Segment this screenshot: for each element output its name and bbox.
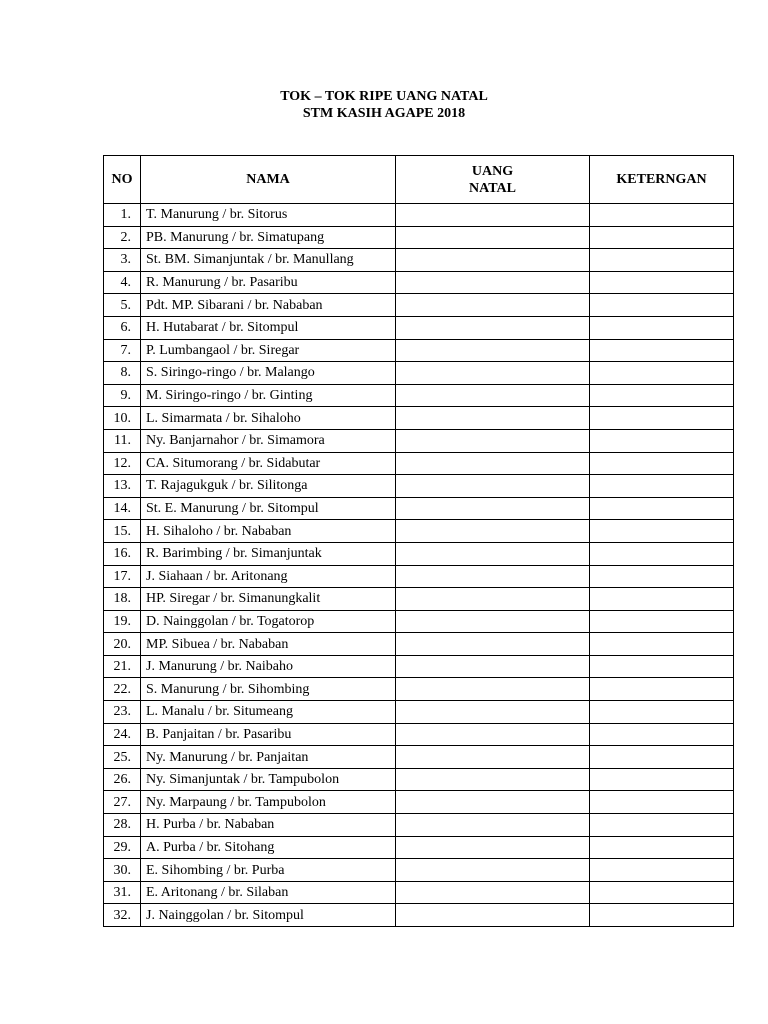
row-keterangan — [590, 723, 734, 746]
row-number: 7. — [104, 339, 141, 362]
row-name: D. Nainggolan / br. Togatorop — [141, 610, 396, 633]
row-name: HP. Siregar / br. Simanungkalit — [141, 588, 396, 611]
row-uang-natal — [396, 904, 590, 927]
row-keterangan — [590, 520, 734, 543]
row-keterangan — [590, 836, 734, 859]
row-number: 29. — [104, 836, 141, 859]
row-keterangan — [590, 565, 734, 588]
row-name: J. Nainggolan / br. Sitompul — [141, 904, 396, 927]
table-row — [104, 723, 734, 746]
row-number: 23. — [104, 701, 141, 724]
table-header-row — [104, 156, 734, 204]
row-number: 6. — [104, 316, 141, 339]
row-uang-natal — [396, 610, 590, 633]
row-uang-natal — [396, 384, 590, 407]
table-row — [104, 316, 734, 339]
row-name: S. Manurung / br. Sihombing — [141, 678, 396, 701]
row-keterangan — [590, 204, 734, 227]
row-keterangan — [590, 633, 734, 656]
row-number: 12. — [104, 452, 141, 475]
row-name: B. Panjaitan / br. Pasaribu — [141, 723, 396, 746]
table-row — [104, 610, 734, 633]
row-uang-natal — [396, 633, 590, 656]
row-name: H. Purba / br. Nababan — [141, 814, 396, 837]
table-row — [104, 746, 734, 769]
row-number: 30. — [104, 859, 141, 882]
row-number: 31. — [104, 881, 141, 904]
row-name: M. Siringo-ringo / br. Ginting — [141, 384, 396, 407]
table-row — [104, 429, 734, 452]
row-uang-natal — [396, 294, 590, 317]
row-keterangan — [590, 768, 734, 791]
row-number: 8. — [104, 362, 141, 385]
row-number: 26. — [104, 768, 141, 791]
row-uang-natal — [396, 655, 590, 678]
row-name: MP. Sibuea / br. Nababan — [141, 633, 396, 656]
row-keterangan — [590, 701, 734, 724]
row-uang-natal — [396, 723, 590, 746]
row-name: E. Sihombing / br. Purba — [141, 859, 396, 882]
row-name: PB. Manurung / br. Simatupang — [141, 226, 396, 249]
row-keterangan — [590, 497, 734, 520]
row-name: H. Sihaloho / br. Nababan — [141, 520, 396, 543]
header-keterangan: KETERNGAN — [590, 156, 734, 204]
row-name: R. Manurung / br. Pasaribu — [141, 271, 396, 294]
row-keterangan — [590, 249, 734, 272]
row-keterangan — [590, 339, 734, 362]
row-uang-natal — [396, 339, 590, 362]
row-uang-natal — [396, 814, 590, 837]
row-number: 14. — [104, 497, 141, 520]
row-keterangan — [590, 904, 734, 927]
row-uang-natal — [396, 565, 590, 588]
table-row — [104, 339, 734, 362]
table-body — [104, 204, 734, 927]
row-keterangan — [590, 294, 734, 317]
row-name: St. BM. Simanjuntak / br. Manullang — [141, 249, 396, 272]
row-name: S. Siringo-ringo / br. Malango — [141, 362, 396, 385]
table-row — [104, 294, 734, 317]
row-name: Pdt. MP. Sibarani / br. Nababan — [141, 294, 396, 317]
row-name: T. Manurung / br. Sitorus — [141, 204, 396, 227]
row-uang-natal — [396, 701, 590, 724]
table-row — [104, 678, 734, 701]
row-uang-natal — [396, 678, 590, 701]
row-name: R. Barimbing / br. Simanjuntak — [141, 542, 396, 565]
row-uang-natal — [396, 542, 590, 565]
table-row — [104, 407, 734, 430]
row-number: 1. — [104, 204, 141, 227]
row-name: E. Aritonang / br. Silaban — [141, 881, 396, 904]
row-keterangan — [590, 814, 734, 837]
table-row — [104, 271, 734, 294]
row-name: J. Manurung / br. Naibaho — [141, 655, 396, 678]
row-uang-natal — [396, 520, 590, 543]
row-uang-natal — [396, 407, 590, 430]
row-keterangan — [590, 384, 734, 407]
header-no: NO — [104, 156, 141, 204]
row-number: 16. — [104, 542, 141, 565]
row-name: L. Manalu / br. Situmeang — [141, 701, 396, 724]
table-row — [104, 881, 734, 904]
table-row — [104, 204, 734, 227]
header-uang-line1: UANG — [471, 163, 514, 179]
row-number: 27. — [104, 791, 141, 814]
row-number: 19. — [104, 610, 141, 633]
row-uang-natal — [396, 362, 590, 385]
table-row — [104, 249, 734, 272]
table-row — [104, 655, 734, 678]
row-name: Ny. Simanjuntak / br. Tampubolon — [141, 768, 396, 791]
row-uang-natal — [396, 316, 590, 339]
table-row — [104, 542, 734, 565]
row-keterangan — [590, 271, 734, 294]
table-row — [104, 836, 734, 859]
row-uang-natal — [396, 204, 590, 227]
row-uang-natal — [396, 475, 590, 498]
row-number: 18. — [104, 588, 141, 611]
document-title: TOK – TOK RIPE UANG NATAL — [280, 89, 488, 104]
row-uang-natal — [396, 249, 590, 272]
table-row — [104, 475, 734, 498]
row-keterangan — [590, 655, 734, 678]
table-row — [104, 701, 734, 724]
header-uang-natal — [396, 156, 590, 204]
row-name: L. Simarmata / br. Sihaloho — [141, 407, 396, 430]
row-keterangan — [590, 475, 734, 498]
row-number: 21. — [104, 655, 141, 678]
row-keterangan — [590, 542, 734, 565]
row-keterangan — [590, 678, 734, 701]
row-name: H. Hutabarat / br. Sitompul — [141, 316, 396, 339]
row-keterangan — [590, 429, 734, 452]
row-keterangan — [590, 362, 734, 385]
row-number: 5. — [104, 294, 141, 317]
row-keterangan — [590, 452, 734, 475]
row-uang-natal — [396, 588, 590, 611]
row-number: 2. — [104, 226, 141, 249]
row-keterangan — [590, 407, 734, 430]
row-number: 20. — [104, 633, 141, 656]
row-name: St. E. Manurung / br. Sitompul — [141, 497, 396, 520]
row-number: 24. — [104, 723, 141, 746]
row-number: 4. — [104, 271, 141, 294]
row-keterangan — [590, 791, 734, 814]
row-uang-natal — [396, 791, 590, 814]
table-row — [104, 452, 734, 475]
row-keterangan — [590, 746, 734, 769]
row-number: 28. — [104, 814, 141, 837]
row-uang-natal — [396, 226, 590, 249]
row-keterangan — [590, 588, 734, 611]
row-number: 17. — [104, 565, 141, 588]
table-row — [104, 814, 734, 837]
row-keterangan — [590, 610, 734, 633]
row-uang-natal — [396, 429, 590, 452]
row-uang-natal — [396, 497, 590, 520]
row-name: P. Lumbangaol / br. Siregar — [141, 339, 396, 362]
table-row — [104, 904, 734, 927]
row-number: 3. — [104, 249, 141, 272]
header-nama: NAMA — [141, 156, 396, 204]
row-uang-natal — [396, 271, 590, 294]
table-row — [104, 791, 734, 814]
row-uang-natal — [396, 768, 590, 791]
table-row — [104, 384, 734, 407]
row-keterangan — [590, 859, 734, 882]
row-keterangan — [590, 881, 734, 904]
table-row — [104, 768, 734, 791]
table-row — [104, 588, 734, 611]
row-uang-natal — [396, 881, 590, 904]
table-row — [104, 520, 734, 543]
row-number: 15. — [104, 520, 141, 543]
row-uang-natal — [396, 836, 590, 859]
row-number: 13. — [104, 475, 141, 498]
header-uang-line2: NATAL — [469, 180, 516, 196]
row-keterangan — [590, 226, 734, 249]
row-name: A. Purba / br. Sitohang — [141, 836, 396, 859]
row-number: 32. — [104, 904, 141, 927]
row-name: Ny. Manurung / br. Panjaitan — [141, 746, 396, 769]
row-name: CA. Situmorang / br. Sidabutar — [141, 452, 396, 475]
row-number: 25. — [104, 746, 141, 769]
row-name: J. Siahaan / br. Aritonang — [141, 565, 396, 588]
row-name: T. Rajagukguk / br. Silitonga — [141, 475, 396, 498]
row-number: 11. — [104, 429, 141, 452]
row-uang-natal — [396, 746, 590, 769]
table-row — [104, 633, 734, 656]
row-keterangan — [590, 316, 734, 339]
table-row — [104, 859, 734, 882]
row-uang-natal — [396, 452, 590, 475]
table-row — [104, 497, 734, 520]
row-name: Ny. Marpaung / br. Tampubolon — [141, 791, 396, 814]
document-subtitle: STM KASIH AGAPE 2018 — [302, 106, 466, 121]
row-uang-natal — [396, 859, 590, 882]
contribution-table — [103, 155, 734, 927]
table-row — [104, 565, 734, 588]
row-number: 9. — [104, 384, 141, 407]
table-row — [104, 226, 734, 249]
row-name: Ny. Banjarnahor / br. Simamora — [141, 429, 396, 452]
row-number: 22. — [104, 678, 141, 701]
row-number: 10. — [104, 407, 141, 430]
table-row — [104, 362, 734, 385]
